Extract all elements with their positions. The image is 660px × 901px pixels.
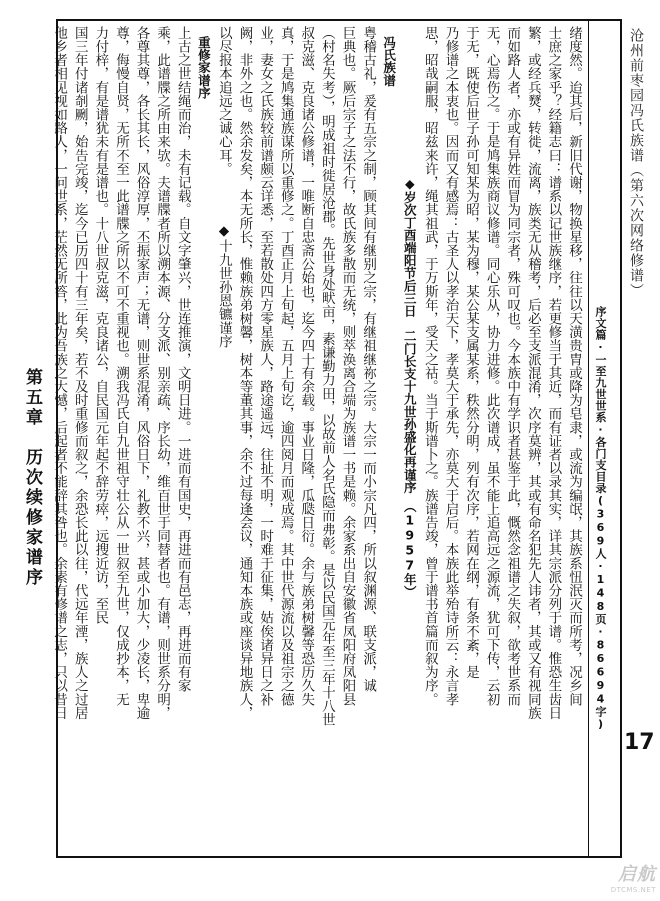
text-column: 于无，既使后世子孙可知某为昭，某为穆，某公某支属某系，秩然分明，列有次序，若网在纲，有条不紊，是	[463, 26, 480, 679]
section-tag: 序文篇·一至九世世系·各门支目录(369人·148页·86694字)	[594, 306, 607, 731]
book-title: 沧州前枣园冯氏族谱（第六次网络修谱）	[628, 28, 644, 298]
text-column: （村名失考），明成祖时徙居沧郡。先世身处畎亩，素谦勤力田，以故前人名氏隐而弗彰。是以民国元年至三年十八世	[318, 26, 335, 727]
watermark-logo	[568, 860, 656, 896]
section-heading: 冯氏族谱	[381, 36, 397, 87]
signature-line: ◆岁次丁酉端阳节后三日 二门长支十九世孙盛化再谨序 （1957年）	[402, 176, 418, 599]
chapter-title: 第五章 历次续修家谱序	[22, 368, 42, 588]
text-column: 乘，此谱牒之所由来欤。夫谱牒者所以溯本源、分支派、别亲疏、序长幼，维百世于同替者也。有谱，则世系分明，	[154, 26, 171, 720]
text-column: 真，于是鸠集通族谋所以重修之。丁酉正月上旬起，五月上旬讫，逾四阅月而观成焉。其中世代源流以及祖宗之德	[277, 26, 294, 706]
text-column: 上古之世结绳而治，未有记载。自文字肇兴，世连推演，文明日进。一进而有国史，再进而有邑志，再进而有家	[174, 26, 191, 693]
text-column: 各尊其尊，各长其长，风俗淳厚，丕振家声；无谱，则世系混淆，风俗日下，礼教不兴，甚或小加大，少凌长，卑逾	[133, 26, 150, 720]
header-separator-rule	[588, 19, 589, 858]
page-number: 17	[624, 730, 655, 755]
text-column: 阙，非外之也。然余发矣，本无所长，惟赖族弟树馨，树本等董其事，余不过每逢会议，通知本族或座谈异地族人，	[236, 26, 253, 720]
section-heading: 重修家谱序	[196, 36, 212, 99]
body-text	[51, 26, 584, 852]
text-column: 尊，侮慢自贤，无所不至一此谱牒之所以不可不重视也。溯我冯氏自九世祖守壮公从一世叙至九世，仅成抄本，无	[112, 26, 129, 706]
text-column: 思，昭哉嗣服，昭兹来许，绳其祖武，于万斯年，受天之祜。当于斯谱卜之。族谱告竣，曾于谱书首篇而叙为序。	[421, 26, 438, 706]
text-column: 繁，或经兵燹，转徙，流离，族类无从稽考，后必至支派混淆，次序莫辨，其或有命名犯先人讳者，其或又有视同族	[524, 26, 541, 720]
text-column: 乃修谱之本衷也。因而又有感焉：古圣人以孝治天下，孝莫大于承先，亦莫大于启后。本族此举殆诗所云：永言孝	[442, 26, 459, 706]
text-column: 业，妻女之氏族较前谱颇云详悉，至若散处四方零星族人，路途遥远，往扯不明，一时难于征集，姑俟诸异日之补	[257, 26, 274, 706]
text-column: 他乡者相见视如路人，一问世系，茫然无所答，此为吾族之大憾，后起者不能辞其咎也。余素有修谱之志，只以昔日	[51, 26, 68, 720]
frame-right-rule	[620, 19, 622, 858]
text-column: 而如路人者，亦或有异姓而冒为同宗者，殊可叹也。今本族中有学识者甚鉴于此，慨然念祖谱之失叙，欲考世系而	[504, 26, 521, 706]
text-column: 国三年付诸剞劂，始告完竣，迄今已历四十有三年矣，若不及时重修而叙之，余恐长此以往，代远年湮，族人之过居	[71, 26, 88, 720]
text-column: 叔克滋、克良诸公修谱，一唯断自忠斋公始也，迄今四十有余载。事业日隆，瓜瓞日衍。余与族弟树馨等恐历久失	[298, 26, 315, 706]
text-column: 粤稽古礼，爰有五宗之制，顾其间有继别之宗，有继祖继祢之宗。大宗一而小宗凡四，所以叙渊源、联支派，诚	[360, 26, 377, 693]
text-column: 力付梓，有是谱犹未有是谱也。十八世叔克滋，克良诸公，自民国元年起不辞劳瘁，远搜近访，至民	[92, 26, 109, 625]
watermark-url: DTCMS.NET	[610, 886, 656, 894]
text-column: 无，心焉伤之。于是鸠集族商议修谱。同心乐从，协力进修。此次谱成，虽不能上追高远之源流，犹可下传，云初	[483, 26, 500, 706]
text-column: 士庶之家乎？经籍志曰：谱系以记世族继序，若更修当于其近，而有证者以录其实，详其宗派分列于谱。惟恐生齿日	[545, 26, 562, 720]
text-column: 巨典也。厥后宗子之法不行，故氏族多散而无统，则萃涣离合端为族谱一书是赖。余家系出自安徽省凤阳府凤阳县	[339, 26, 356, 706]
text-column: 以尽报本追远之诚心耳。 ◆十九世孙恩镳谨序	[215, 26, 232, 349]
frame-top-rule	[56, 19, 622, 21]
watermark-logo-text: 启航	[618, 864, 656, 885]
frame-bottom-rule	[56, 856, 622, 858]
text-column: 绪度然。迨其后，新旧代谢，物换星移，往往以天潢贵胄或降为皂隶，或流为编氓，其族系忸泯灭而所考，况乡间	[566, 26, 582, 706]
